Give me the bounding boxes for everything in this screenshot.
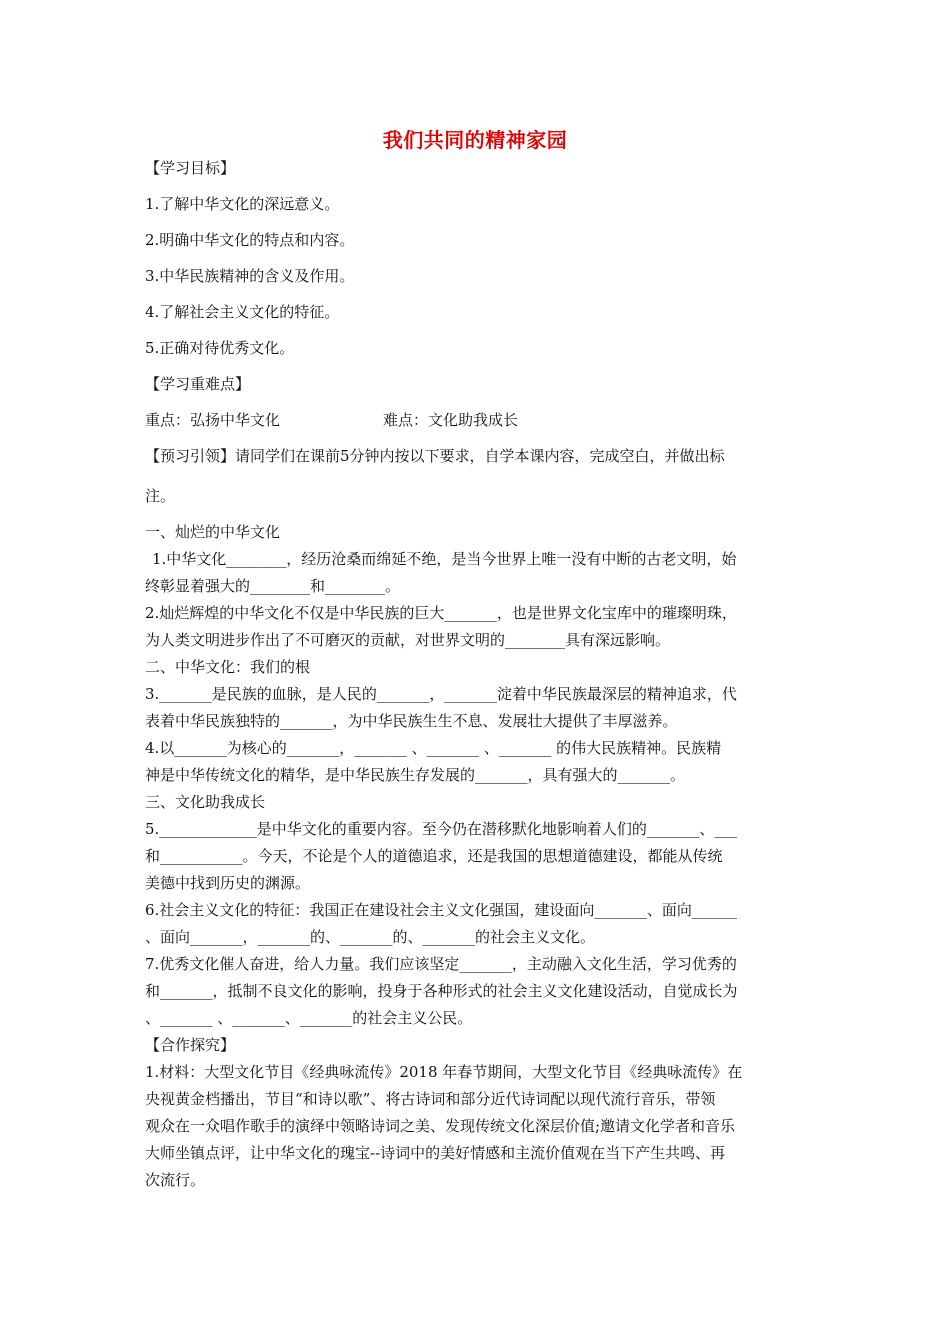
document-body: [145, 155, 805, 1194]
section-title-3: 三、文化助我成长: [145, 793, 266, 811]
cooperation-material-cont: 央视黄金档播出，节目“和诗以歌”、将古诗词和部分近代诗词配以现代流行音乐，带领: [145, 1090, 716, 1108]
objective-item: 3.中华民族精神的含义及作用。: [145, 267, 355, 285]
question-2-cont: 为人类文明进步作出了不可磨灭的贡献，对世界文明的________具有深远影响。: [145, 631, 671, 649]
section-title-1: 一、灿烂的中华文化: [145, 523, 281, 541]
question-6: 6.社会主义文化的特征：我国正在建设社会主义文化强国，建设面向_______、面向______: [145, 901, 737, 919]
cooperation-material-cont: 次流行。: [145, 1171, 206, 1189]
question-3-cont: 表着中华民族独特的_______，为中华民族生生不息、发展壮大提供了丰厚滋养。: [145, 712, 678, 730]
question-5: 5._____________是中华文化的重要内容。至今仍在潜移默化地影响着人们的_______、___: [145, 820, 737, 838]
cooperation-material-cont: 观众在一众唱作歌手的演绎中领略诗词之美、发现传统文化深层价值;邀请文化学者和音乐: [145, 1117, 736, 1135]
key-points-row: [145, 407, 805, 434]
difficult-point: 难点：文化助我成长: [383, 411, 519, 429]
question-4: 4.以_______为核心的_______，_______ 、_______ 、_______ 的伟大民族精神。民族精: [145, 739, 722, 757]
question-1: 1.中华文化________，经历沧桑而绵延不绝，是当今世界上唯一没有中断的古老文明，始: [152, 550, 737, 568]
question-1-cont: 终彰显着强大的________和________。: [145, 577, 401, 595]
preview-instructions: 【预习引领】请同学们在课前5分钟内按以下要求，自学本课内容，完成空白，并做出标: [145, 447, 725, 465]
cooperation-material-cont: 大师坐镇点评，让中华文化的瑰宝--诗词中的美好情感和主流价值观在当下产生共鸣、再: [145, 1144, 726, 1162]
objective-item: 1.了解中华文化的深远意义。: [145, 195, 340, 213]
objective-item: 4.了解社会主义文化的特征。: [145, 303, 340, 321]
objective-item: 2.明确中华文化的特点和内容。: [145, 231, 355, 249]
question-3: 3._______是民族的血脉，是人民的_______，_______淀着中华民族最深层的精神追求，代: [145, 685, 737, 703]
question-6-cont: 、面向_______，_______的、_______的、_______的社会主义文化。: [145, 928, 596, 946]
preview-instructions-cont: 注。: [145, 487, 176, 505]
question-5-cont: 和___________。今天，不论是个人的道德追求，还是我国的思想道德建设，都能从传统: [145, 847, 723, 865]
question-7: 7.优秀文化催人奋进，给人力量。我们应该坚定_______，主动融入文化生活，学习优秀的: [145, 955, 737, 973]
question-7-cont: 、_______ 、_______、_______的社会主义公民。: [145, 1009, 473, 1027]
page-title: 我们共同的精神家园: [382, 128, 568, 152]
question-4-cont: 神是中华传统文化的精华，是中华民族生存发展的_______，具有强大的_______。: [145, 766, 686, 784]
cooperation-material: 1.材料：大型文化节目《经典咏流传》2018 年春节期间，大型文化节目《经典咏流传》在: [145, 1063, 743, 1081]
objective-item: 5.正确对待优秀文化。: [145, 339, 295, 357]
objectives-header: 【学习目标】: [145, 159, 236, 177]
key-point: 重点：弘扬中华文化: [145, 411, 281, 429]
question-5-cont: 美德中找到历史的渊源。: [145, 874, 311, 892]
key-points-header: 【学习重难点】: [145, 375, 251, 393]
question-7-cont: 和_______，抵制不良文化的影响，投身于各种形式的社会主义文化建设活动，自觉成长为: [145, 982, 738, 1000]
cooperation-header: 【合作探究】: [145, 1036, 236, 1054]
section-title-2: 二、中华文化：我们的根: [145, 658, 311, 676]
question-2: 2.灿烂辉煌的中华文化不仅是中华民族的巨大_______，也是世界文化宝库中的璀璨明珠，: [145, 604, 737, 622]
